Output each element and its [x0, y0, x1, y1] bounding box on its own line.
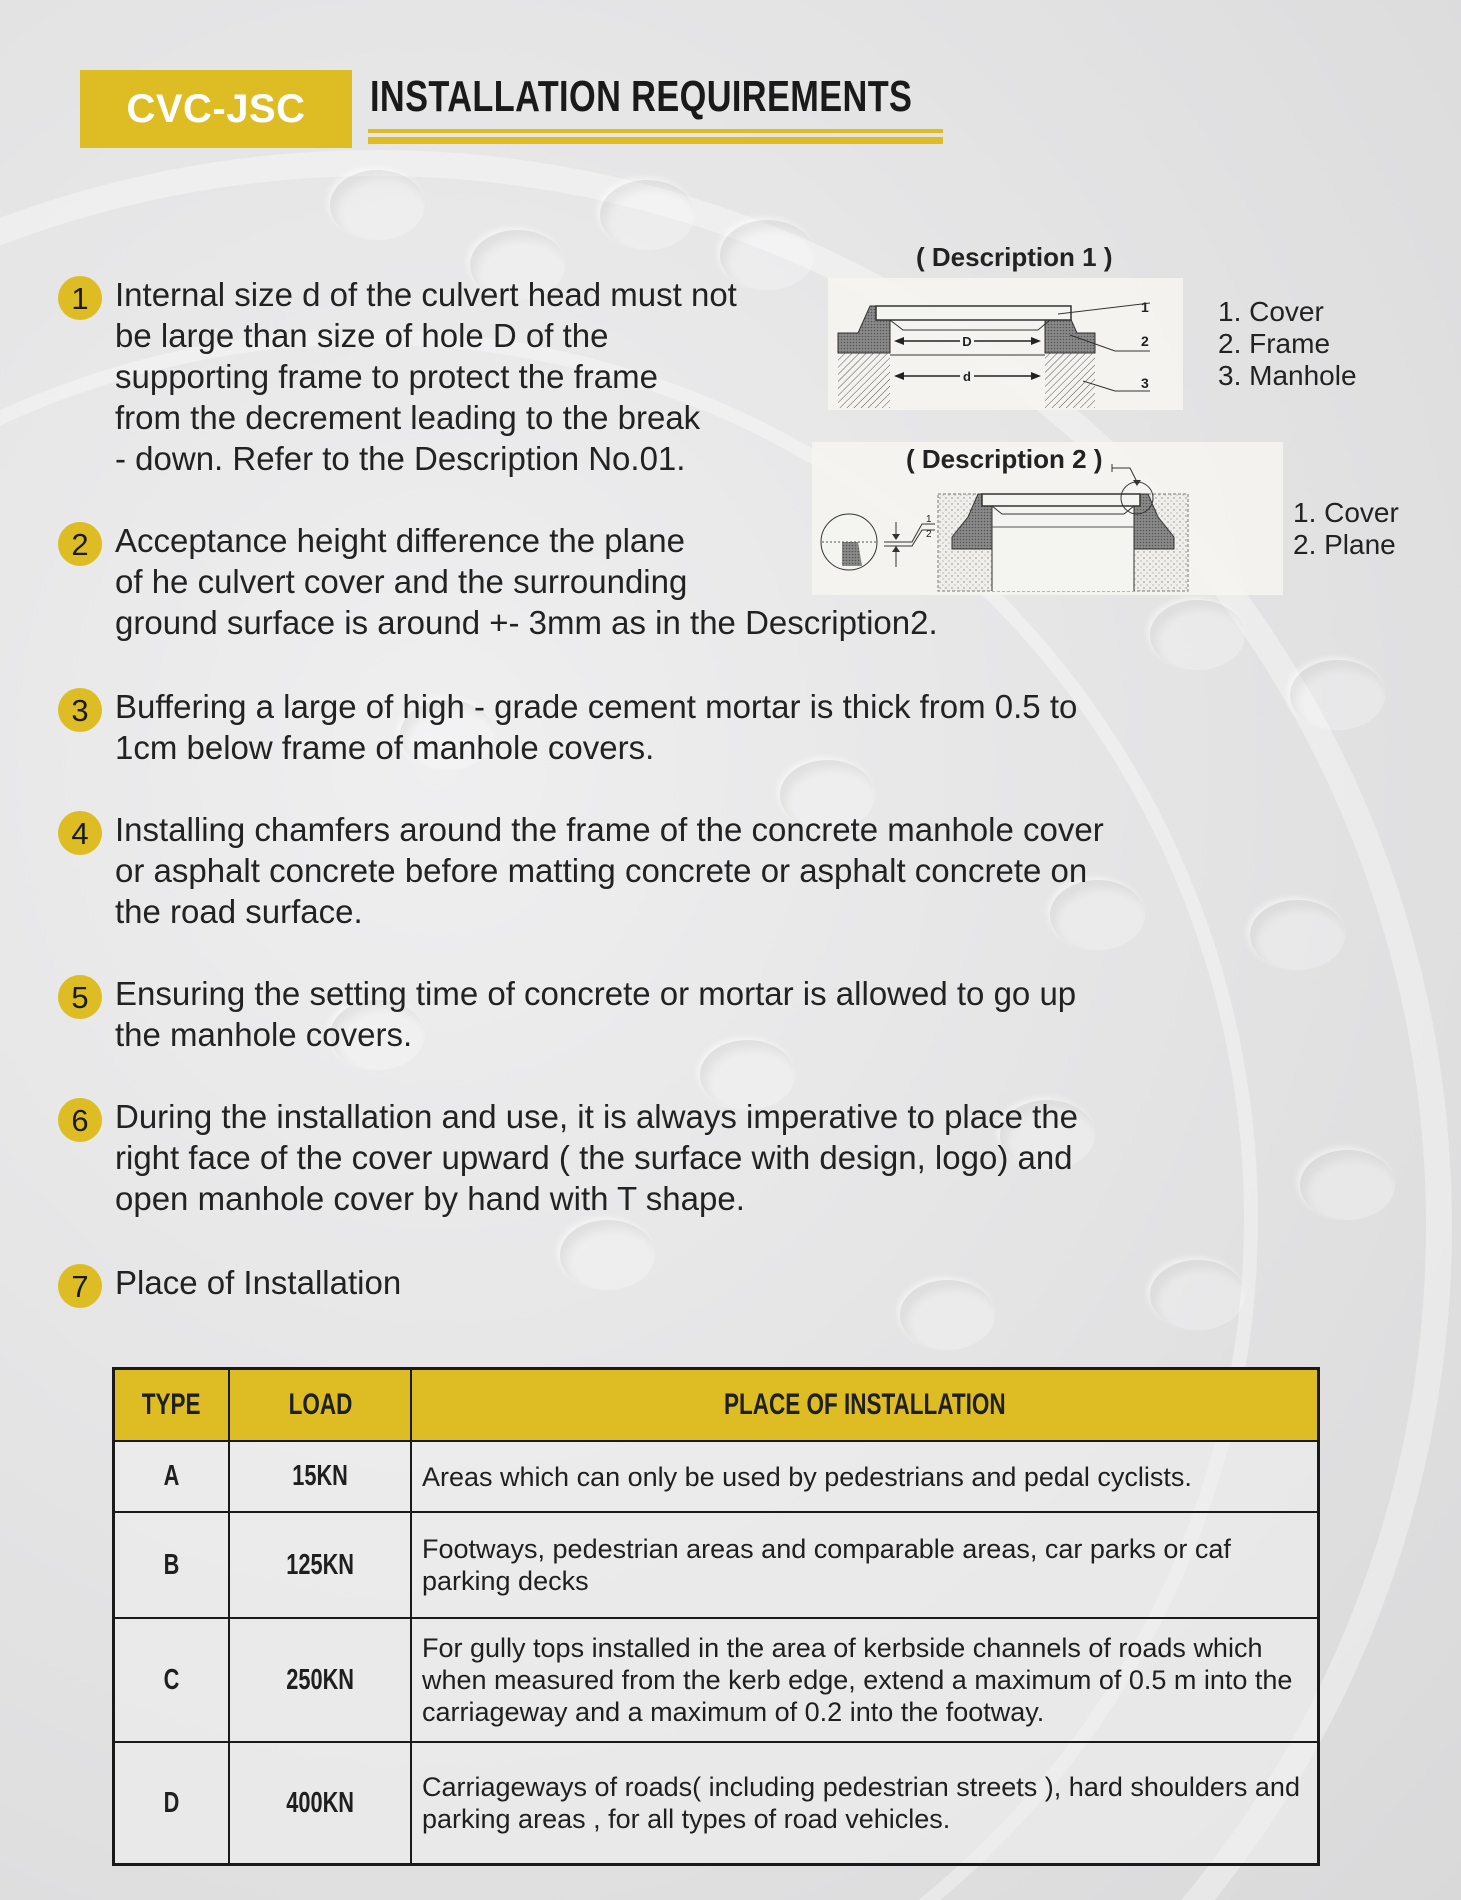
cell-type: C [114, 1618, 230, 1742]
header-type: TYPE [114, 1369, 230, 1442]
number-badge: 2 [58, 522, 102, 566]
legend-item: 2. Frame [1218, 328, 1331, 359]
description-1-title: ( Description 1 ) [916, 242, 1113, 272]
requirement-item-2 [58, 520, 938, 643]
callout-1: 1 [926, 514, 932, 525]
requirement-item-6 [58, 1096, 1078, 1219]
cell-place: Footways, pedestrian areas and comparable areas, car parks or caf parking decks [411, 1512, 1319, 1618]
cell-place: For gully tops installed in the area of kerbside channels of roads which when measured from the kerb edge, extend a maximum of 0.5 m into the carriageway and a maximum of 0.2 into the footway. [411, 1618, 1319, 1742]
description-2-legend [1293, 497, 1399, 561]
callout-2: 2 [1141, 333, 1149, 349]
header-load: LOAD [229, 1369, 411, 1442]
requirement-text: Ensuring the setting time of concrete or mortar is allowed to go up the manhole covers. [115, 975, 1077, 1053]
table-row [114, 1618, 1319, 1742]
callout-3: 3 [1141, 375, 1149, 391]
requirement-item-3 [58, 686, 1077, 768]
requirement-item-1 [58, 274, 737, 479]
number-badge: 4 [58, 811, 102, 855]
number-badge: 1 [58, 276, 102, 320]
legend-item: 1. Cover [1218, 296, 1324, 327]
cell-type: D [114, 1742, 230, 1865]
title-underline-thin [368, 129, 943, 133]
number-badge: 5 [58, 975, 102, 1019]
title-underline-thick [368, 137, 943, 144]
legend-item: 2. Plane [1293, 529, 1396, 560]
requirement-text: During the installation and use, it is always imperative to place the right face of the cover upward ( the surface with design, logo) and open manhole cover by hand with T shape. [115, 1098, 1079, 1217]
callout-1: 1 [1141, 299, 1149, 315]
requirement-text: Internal size d of the culvert head must not be large than size of hole D of the supporting frame to protect the frame from the decrement leading to the break - down. Refer to the Description No.01. [115, 276, 737, 477]
cell-place: Areas which can only be used by pedestrians and pedal cyclists. [411, 1441, 1319, 1512]
table-row [114, 1441, 1319, 1512]
requirement-text: Acceptance height difference the plane of he culvert cover and the surrounding ground surface is around +- 3mm as in the Description2. [115, 522, 938, 641]
cell-type: B [114, 1512, 230, 1618]
cell-load: 15KN [229, 1441, 411, 1512]
legend-item: 3. Manhole [1218, 360, 1357, 391]
number-badge: 7 [58, 1264, 102, 1308]
cell-load: 125KN [229, 1512, 411, 1618]
cell-place: Carriageways of roads( including pedestrian streets ), hard shoulders and parking areas , for all types of road vehicles. [411, 1742, 1319, 1865]
requirement-item-5 [58, 973, 1076, 1055]
table-row [114, 1512, 1319, 1618]
frame-cross-section-drawing [828, 278, 1183, 410]
header-place: PLACE OF INSTALLATION [411, 1369, 1319, 1442]
number-badge: 3 [58, 688, 102, 732]
table-row [114, 1742, 1319, 1865]
requirement-text: Place of Installation [115, 1264, 402, 1301]
number-badge: 6 [58, 1098, 102, 1142]
cell-type: A [114, 1441, 230, 1512]
description-1-diagram [828, 278, 1183, 410]
page-title: INSTALLATION REQUIREMENTS [370, 72, 913, 121]
dimension-label-d: d [963, 369, 971, 384]
installation-table [112, 1367, 1320, 1866]
cell-load: 250KN [229, 1618, 411, 1742]
callout-2: 2 [926, 529, 932, 540]
requirement-text: Buffering a large of high - grade cement mortar is thick from 0.5 to 1cm below frame of manhole covers. [115, 688, 1078, 766]
brand-badge: CVC-JSC [80, 70, 352, 148]
requirement-text: Installing chamfers around the frame of the concrete manhole cover or asphalt concrete before matting concrete or asphalt concrete on the road surface. [115, 811, 1104, 930]
dimension-label-D: D [962, 334, 972, 349]
requirement-item-4 [58, 809, 1104, 932]
cell-load: 400KN [229, 1742, 411, 1865]
description-2-title: ( Description 2 ) [906, 444, 1103, 474]
requirement-item-7 [58, 1262, 401, 1303]
table-header-row [114, 1369, 1319, 1442]
description-1-legend [1218, 296, 1357, 392]
legend-item: 1. Cover [1293, 497, 1399, 528]
